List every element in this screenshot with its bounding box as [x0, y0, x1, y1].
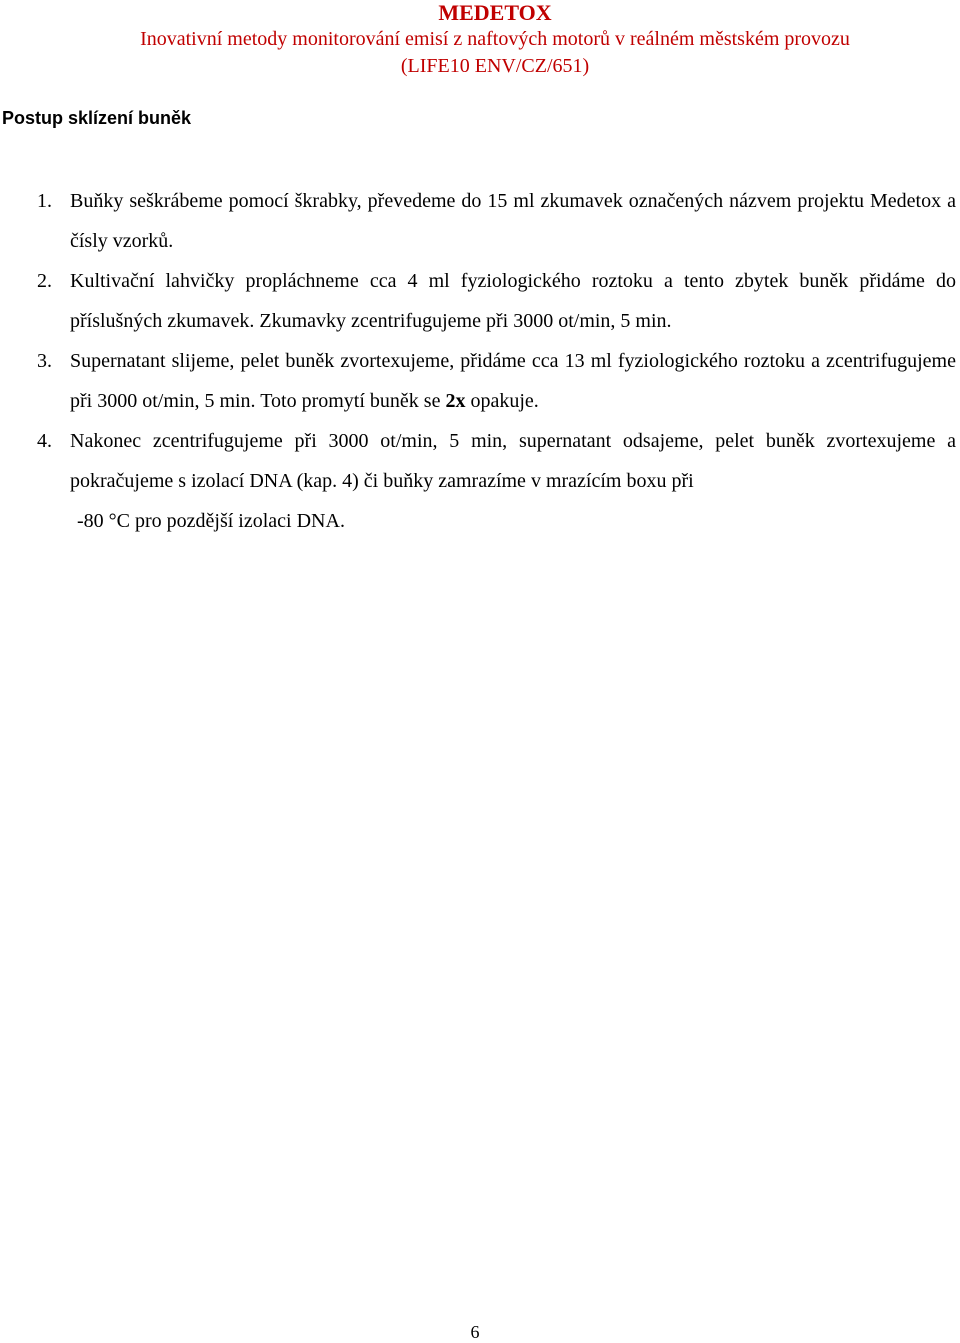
document-header — [0, 0, 960, 79]
section-heading: Postup sklízení buněk — [2, 108, 192, 128]
step-item — [0, 181, 956, 261]
step-number: 4. — [37, 430, 52, 452]
step-text: Supernatant slijeme, pelet buněk zvortexujeme, přidáme cca 13 ml fyziologického roztoku a zcentrifugujeme při 3000 ot/min, 5 min. Toto promytí buněk se — [70, 350, 956, 412]
step-number: 1. — [37, 190, 52, 212]
step-item — [0, 261, 956, 341]
step-text-continued: -80 °C pro pozdější izolaci DNA. — [77, 510, 345, 532]
project-title: MEDETOX — [438, 0, 552, 25]
procedure-steps — [0, 181, 956, 541]
project-subtitle: Inovativní metody monitorování emisí z naftových motorů v reálném městském provozu — [140, 28, 850, 50]
step-number: 2. — [37, 270, 52, 292]
step-text: Nakonec zcentrifugujeme při 3000 ot/min, 5 min, supernatant odsajeme, pelet buněk zvortexujeme a pokračujeme s izolací DNA (kap. 4) či buňky zamrazíme v mrazícím boxu při — [70, 430, 956, 492]
step-text: Kultivační lahvičky propláchneme cca 4 ml fyziologického roztoku a tento zbytek buněk přidáme do příslušných zkumavek. Zkumavky zcentrifugujeme při 3000 ot/min, 5 min. — [70, 270, 956, 332]
project-code: (LIFE10 ENV/CZ/651) — [400, 55, 590, 77]
step-number: 3. — [37, 350, 52, 372]
step-text-end: opakuje. — [465, 390, 539, 412]
step-item — [0, 341, 956, 421]
page-number: 6 — [470, 1322, 480, 1342]
step-text: Buňky seškrábeme pomocí škrabky, převedeme do 15 ml zkumavek označených názvem projektu Medetox a čísly vzorků. — [70, 190, 956, 252]
step-item — [0, 421, 956, 541]
step-emphasis: 2x — [445, 390, 466, 412]
